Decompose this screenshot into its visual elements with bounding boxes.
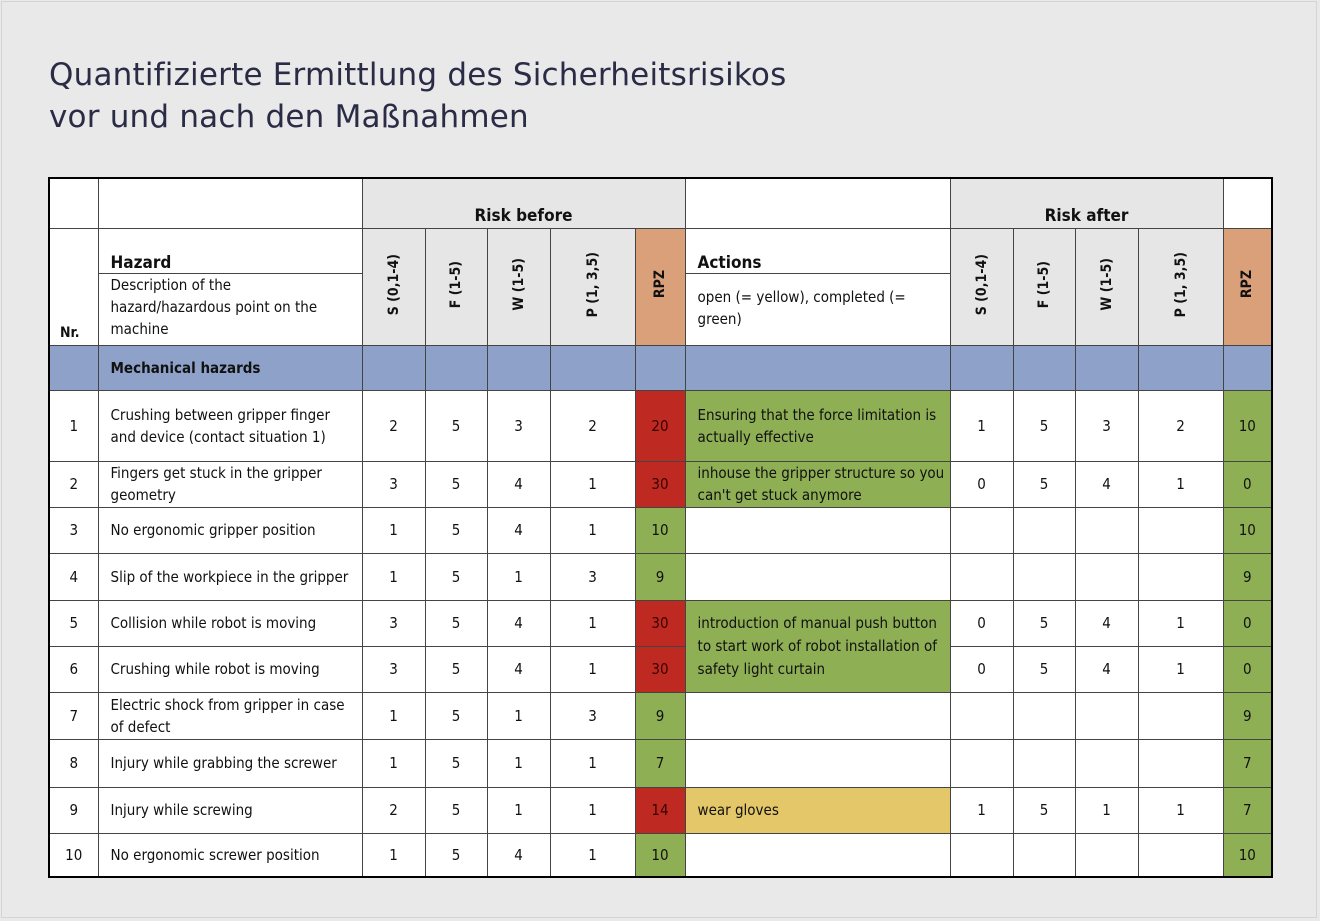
row-nr: 6	[49, 646, 98, 692]
row-p-after	[1138, 833, 1223, 877]
row-hazard: Electric shock from gripper in case of defect	[98, 692, 362, 739]
row-p-after	[1138, 507, 1223, 553]
row-p-before: 2	[550, 390, 635, 461]
row-f-after: 5	[1013, 390, 1075, 461]
row-p-before: 1	[550, 739, 635, 787]
row-p-before: 1	[550, 646, 635, 692]
row-s-after: 0	[950, 646, 1013, 692]
f-after-label: F (1-5)	[1036, 260, 1053, 309]
row-action: Ensuring that the force limitation is actually effective	[685, 390, 950, 461]
row-s-before: 1	[362, 833, 425, 877]
table-row	[49, 739, 1272, 787]
row-rpz-before: 9	[635, 692, 685, 739]
row-s-after: 0	[950, 600, 1013, 646]
row-rpz-after: 0	[1223, 600, 1272, 646]
row-s-after	[950, 692, 1013, 739]
row-nr: 8	[49, 739, 98, 787]
row-p-after: 1	[1138, 461, 1223, 507]
row-rpz-after: 10	[1223, 507, 1272, 553]
row-p-before: 1	[550, 600, 635, 646]
row-w-after	[1075, 692, 1138, 739]
row-hazard: Fingers get stuck in the gripper geometry	[98, 461, 362, 507]
risk-after-header: Risk after	[950, 178, 1223, 228]
p-before-label: P (1, 3,5)	[584, 251, 601, 318]
row-hazard: Slip of the workpiece in the gripper	[98, 553, 362, 600]
row-f-before: 5	[425, 833, 487, 877]
row-s-after: 1	[950, 787, 1013, 833]
row-hazard: No ergonomic gripper position	[98, 507, 362, 553]
row-w-after: 4	[1075, 646, 1138, 692]
row-w-after	[1075, 507, 1138, 553]
p-before-header	[550, 228, 635, 345]
title-line-2: vor und nach den Maßnahmen	[49, 99, 529, 135]
section-cell	[362, 345, 425, 390]
rpz-before-label: RPZ	[652, 270, 669, 299]
row-p-after: 2	[1138, 390, 1223, 461]
row-f-before: 5	[425, 507, 487, 553]
row-s-before: 1	[362, 553, 425, 600]
row-rpz-before: 30	[635, 461, 685, 507]
row-nr: 7	[49, 692, 98, 739]
f-after-header	[1013, 228, 1075, 345]
row-p-after	[1138, 692, 1223, 739]
rpz-after-header	[1223, 228, 1272, 345]
row-w-after: 1	[1075, 787, 1138, 833]
section-cell	[635, 345, 685, 390]
actions-group-blank	[685, 178, 950, 228]
row-w-before: 4	[487, 507, 550, 553]
row-p-after: 1	[1138, 600, 1223, 646]
row-w-before: 1	[487, 787, 550, 833]
row-s-after	[950, 739, 1013, 787]
title-line-1: Quantifizierte Ermittlung des Sicherheitsrisikos	[49, 57, 787, 93]
row-p-after: 1	[1138, 787, 1223, 833]
p-after-label: P (1, 3,5)	[1172, 251, 1189, 318]
row-w-before: 1	[487, 553, 550, 600]
corner-cell	[49, 178, 98, 228]
row-action: inhouse the gripper structure so you can't get stuck anymore	[685, 461, 950, 507]
section-cell	[685, 345, 950, 390]
row-s-before: 2	[362, 787, 425, 833]
row-f-after: 5	[1013, 646, 1075, 692]
risk-before-header: Risk before	[362, 178, 685, 228]
row-rpz-after: 7	[1223, 739, 1272, 787]
row-s-before: 1	[362, 739, 425, 787]
row-rpz-after: 7	[1223, 787, 1272, 833]
w-before-label: W (1-5)	[510, 258, 527, 311]
row-w-after	[1075, 833, 1138, 877]
row-f-before: 5	[425, 390, 487, 461]
row-action: wear gloves	[685, 787, 950, 833]
row-s-before: 2	[362, 390, 425, 461]
row-hazard: Crushing between gripper finger and device (contact situation 1)	[98, 390, 362, 461]
table-row	[49, 646, 1272, 692]
row-w-after	[1075, 739, 1138, 787]
w-after-label: W (1-5)	[1098, 258, 1115, 311]
row-action	[685, 833, 950, 877]
row-rpz-after: 9	[1223, 553, 1272, 600]
row-f-before: 5	[425, 600, 487, 646]
row-nr: 3	[49, 507, 98, 553]
w-before-header	[487, 228, 550, 345]
row-hazard: Injury while screwing	[98, 787, 362, 833]
p-after-header	[1138, 228, 1223, 345]
row-nr: 2	[49, 461, 98, 507]
s-after-header	[950, 228, 1013, 345]
nr-header: Nr.	[49, 228, 98, 345]
row-s-before: 3	[362, 646, 425, 692]
row-w-after: 4	[1075, 461, 1138, 507]
actions-header: Actions	[685, 228, 950, 273]
f-before-header	[425, 228, 487, 345]
row-rpz-before: 7	[635, 739, 685, 787]
risk-table	[48, 177, 1273, 878]
section-cell	[550, 345, 635, 390]
table-row	[49, 600, 1272, 646]
row-rpz-before: 30	[635, 646, 685, 692]
table-row	[49, 390, 1272, 461]
row-w-before: 4	[487, 646, 550, 692]
row-nr: 1	[49, 390, 98, 461]
section-cell	[1138, 345, 1223, 390]
row-s-after	[950, 833, 1013, 877]
table-row	[49, 507, 1272, 553]
row-s-after: 0	[950, 461, 1013, 507]
row-w-before: 1	[487, 692, 550, 739]
row-f-before: 5	[425, 787, 487, 833]
row-p-before: 1	[550, 461, 635, 507]
row-action: introduction of manual push button to start work of robot installation of safety light curtain	[685, 600, 950, 692]
row-action	[685, 739, 950, 787]
section-cell	[487, 345, 550, 390]
row-w-before: 4	[487, 833, 550, 877]
row-s-after: 1	[950, 390, 1013, 461]
table-row	[49, 553, 1272, 600]
rpz-after-label: RPZ	[1239, 270, 1256, 299]
section-row	[49, 345, 1272, 390]
row-rpz-before: 14	[635, 787, 685, 833]
row-rpz-before: 10	[635, 507, 685, 553]
page-title	[49, 54, 786, 138]
actions-description-header: open (= yellow), completed (= green)	[685, 273, 950, 345]
row-s-after	[950, 507, 1013, 553]
row-nr: 9	[49, 787, 98, 833]
row-nr: 4	[49, 553, 98, 600]
row-p-after	[1138, 553, 1223, 600]
row-p-before: 3	[550, 692, 635, 739]
row-w-after: 3	[1075, 390, 1138, 461]
hazard-group-blank	[98, 178, 362, 228]
row-p-before: 1	[550, 787, 635, 833]
row-hazard: Injury while grabbing the screwer	[98, 739, 362, 787]
section-cell	[1075, 345, 1138, 390]
row-s-before: 1	[362, 692, 425, 739]
row-f-after	[1013, 833, 1075, 877]
row-f-after	[1013, 739, 1075, 787]
row-w-before: 4	[487, 461, 550, 507]
row-rpz-after: 10	[1223, 833, 1272, 877]
row-action	[685, 507, 950, 553]
row-f-after	[1013, 553, 1075, 600]
row-nr: 5	[49, 600, 98, 646]
row-hazard: No ergonomic screwer position	[98, 833, 362, 877]
row-w-before: 1	[487, 739, 550, 787]
row-f-after	[1013, 507, 1075, 553]
row-f-after: 5	[1013, 787, 1075, 833]
row-rpz-before: 30	[635, 600, 685, 646]
row-p-after	[1138, 739, 1223, 787]
row-s-before: 3	[362, 600, 425, 646]
s-before-label: S (0,1-4)	[385, 253, 402, 316]
row-s-before: 3	[362, 461, 425, 507]
hazard-header: Hazard	[98, 228, 362, 273]
row-p-after: 1	[1138, 646, 1223, 692]
row-w-before: 3	[487, 390, 550, 461]
section-nr-cell	[49, 345, 98, 390]
row-rpz-before: 20	[635, 390, 685, 461]
row-s-after	[950, 553, 1013, 600]
w-after-header	[1075, 228, 1138, 345]
row-p-before: 1	[550, 833, 635, 877]
row-w-after: 4	[1075, 600, 1138, 646]
row-f-before: 5	[425, 739, 487, 787]
row-f-after: 5	[1013, 600, 1075, 646]
section-cell	[950, 345, 1013, 390]
column-header-row	[49, 228, 1272, 273]
row-hazard: Collision while robot is moving	[98, 600, 362, 646]
row-f-after: 5	[1013, 461, 1075, 507]
row-nr: 10	[49, 833, 98, 877]
section-cell	[1013, 345, 1075, 390]
group-header-row	[49, 178, 1272, 228]
rpz-after-group-blank	[1223, 178, 1272, 228]
f-before-label: F (1-5)	[448, 260, 464, 309]
row-w-before: 4	[487, 600, 550, 646]
row-w-after	[1075, 553, 1138, 600]
section-cell	[425, 345, 487, 390]
row-action	[685, 553, 950, 600]
table-row	[49, 787, 1272, 833]
row-f-before: 5	[425, 553, 487, 600]
row-f-before: 5	[425, 461, 487, 507]
row-rpz-after: 0	[1223, 646, 1272, 692]
row-f-before: 5	[425, 646, 487, 692]
row-rpz-after: 10	[1223, 390, 1272, 461]
row-hazard: Crushing while robot is moving	[98, 646, 362, 692]
table-row	[49, 461, 1272, 507]
section-label: Mechanical hazards	[98, 345, 362, 390]
s-before-header	[362, 228, 425, 345]
hazard-description-header: Description of the hazard/hazardous point on the machine	[98, 273, 362, 345]
row-f-after	[1013, 692, 1075, 739]
row-f-before: 5	[425, 692, 487, 739]
section-cell	[1223, 345, 1272, 390]
row-s-before: 1	[362, 507, 425, 553]
row-rpz-after: 9	[1223, 692, 1272, 739]
rpz-before-header	[635, 228, 685, 345]
table-row	[49, 833, 1272, 877]
table-row	[49, 692, 1272, 739]
row-rpz-before: 9	[635, 553, 685, 600]
row-p-before: 1	[550, 507, 635, 553]
row-rpz-after: 0	[1223, 461, 1272, 507]
s-after-label: S (0,1-4)	[973, 253, 990, 316]
row-rpz-before: 10	[635, 833, 685, 877]
row-p-before: 3	[550, 553, 635, 600]
row-action	[685, 692, 950, 739]
